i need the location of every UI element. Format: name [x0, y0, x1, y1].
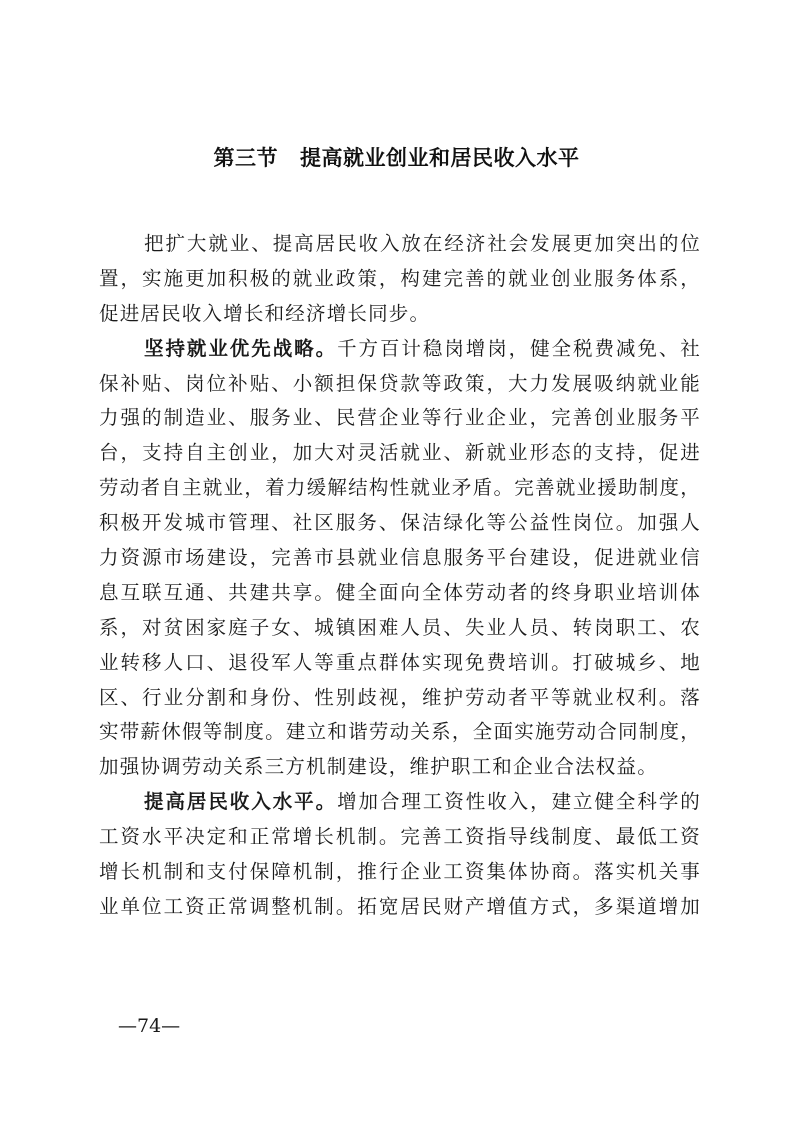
paragraph-2-line-7: 力资源市场建设，完善市县就业信息服务平台建设，促进就业信 — [99, 546, 701, 570]
paragraph-2-line-10: 业转移人口、退役军人等重点群体实现免费培训。打破城乡、地 — [99, 650, 701, 674]
paragraph-1-line-1: 把扩大就业、提高居民收入放在经济社会发展更加突出的位 — [144, 232, 701, 255]
paragraph-3-line-3: 增长机制和支付保障机制，推行企业工资集体协商。落实机关事 — [99, 860, 701, 884]
page-number: —74— — [118, 1015, 181, 1037]
paragraph-2-line-2: 保补贴、岗位补贴、小额担保贷款等政策，大力发展吸纳就业能 — [99, 371, 701, 395]
paragraph-2-line-8: 息互联互通、共建共享。健全面向全体劳动者的终身职业培训体 — [99, 580, 701, 604]
section-heading — [0, 143, 793, 173]
paragraph-2-line-12: 实带薪休假等制度。建立和谐劳动关系，全面实施劳动合同制度， — [99, 720, 701, 744]
paragraph-3-line-2: 工资水平决定和正常增长机制。完善工资指导线制度、最低工资 — [99, 825, 701, 849]
paragraph-3-line-4: 业单位工资正常调整机制。拓宽居民财产增值方式，多渠道增加 — [99, 894, 701, 918]
paragraph-3-lead: 提高居民收入水平。 — [144, 790, 338, 814]
paragraph-2-line-9: 系，对贫困家庭子女、城镇困难人员、失业人员、转岗职工、农 — [99, 615, 701, 639]
paragraph-2-line-3: 力强的制造业、服务业、民营企业等行业企业，完善创业服务平 — [99, 406, 701, 430]
paragraph-2-line-4: 台，支持自主创业，加大对灵活就业、新就业形态的支持，促进 — [99, 441, 701, 465]
section-title: 提高就业创业和居民收入水平 — [300, 146, 580, 170]
paragraph-2-line-13: 加强协调劳动关系三方机制建设，维护职工和企业合法权益。 — [99, 755, 658, 779]
paragraph-2-lead: 坚持就业优先战略。 — [144, 336, 338, 360]
paragraph-2-line-1-text: 千方百计稳岗增岗，健全税费减免、社 — [337, 336, 701, 360]
paragraph-1-line-3: 促进居民收入增长和经济增长同步。 — [99, 301, 431, 325]
paragraph-2-line-5: 劳动者自主就业，着力缓解结构性就业矛盾。完善就业援助制度， — [99, 476, 701, 500]
paragraph-2-line-11: 区、行业分割和身份、性别歧视，维护劳动者平等就业权利。落 — [99, 685, 701, 709]
paragraph-2-line-1 — [99, 332, 701, 367]
paragraph-1-line-2: 置，实施更加积极的就业政策，构建完善的就业创业服务体系， — [99, 266, 701, 290]
paragraph-3-line-1 — [99, 785, 701, 820]
section-number: 第三节 — [213, 146, 278, 170]
paragraph-3-line-1-text: 增加合理工资性收入，建立健全科学的 — [337, 790, 701, 814]
body-text — [99, 227, 701, 925]
paragraph-2-line-6: 积极开发城市管理、社区服务、保洁绿化等公益性岗位。加强人 — [99, 511, 701, 535]
